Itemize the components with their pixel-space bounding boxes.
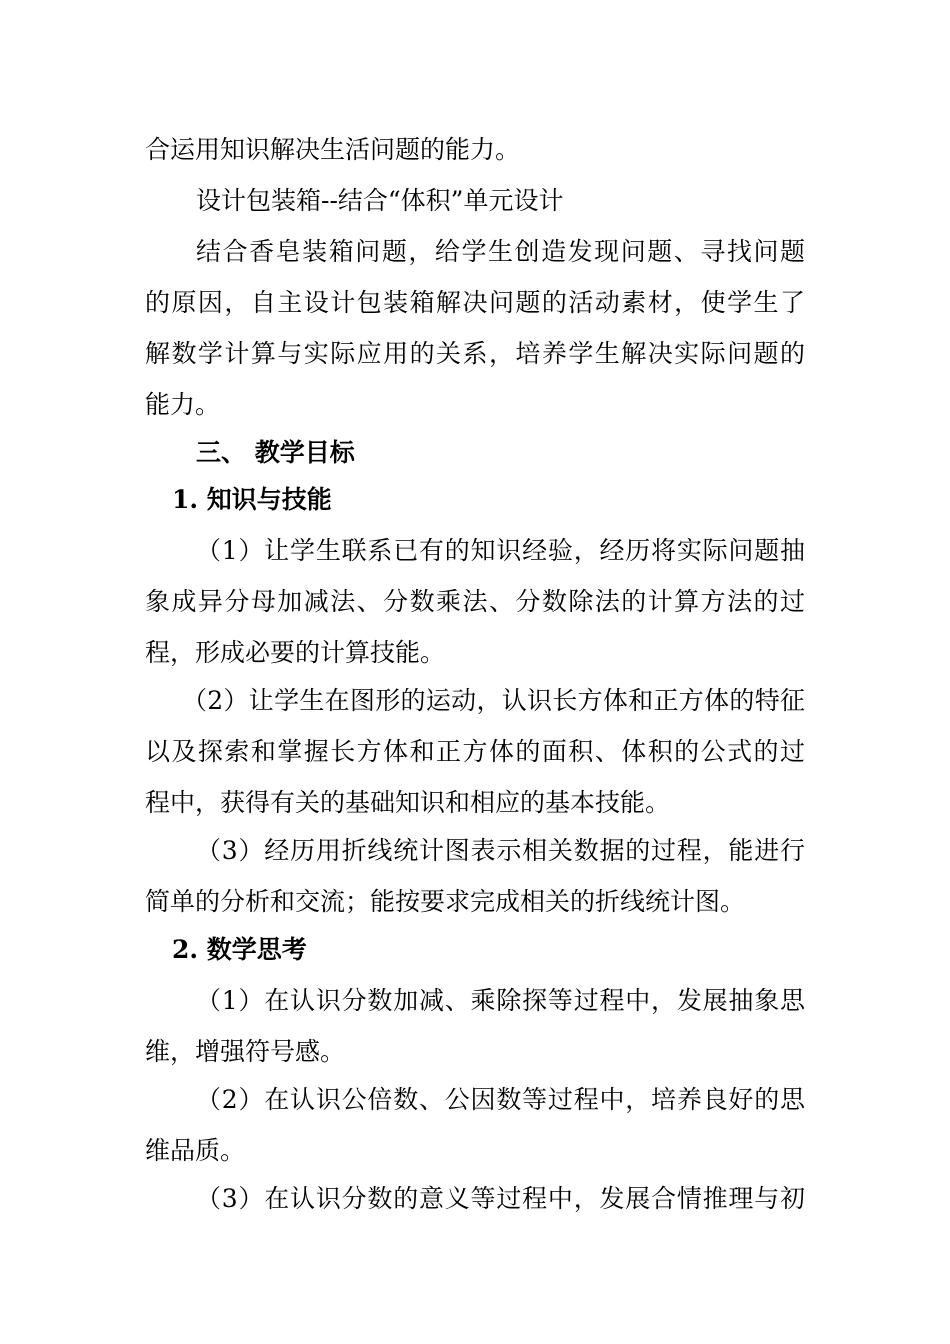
subsection-heading: 2. 数学思考 [172, 935, 307, 964]
section-heading: 三、 教学目标 [196, 438, 355, 467]
body-line: 程中，获得有关的基础知识和相应的基本技能。 [145, 788, 671, 817]
subsection-heading: 设计包装箱--结合“体积”单元设计 [196, 186, 564, 215]
body-line: （2）让学生在图形的运动，认识长方体和正方体的特征 [182, 686, 805, 715]
subsection-heading: 1. 知识与技能 [172, 485, 332, 514]
body-line: （3）在认识分数的意义等过程中，发展合情推理与初 [196, 1184, 805, 1213]
body-line: 以及探索和掌握长方体和正方体的面积、体积的公式的过 [145, 737, 805, 766]
body-line: 简单的分析和交流；能按要求完成相关的折线统计图。 [145, 887, 746, 916]
body-line: 解数学计算与实际应用的关系，培养学生解决实际问题的 [145, 339, 805, 368]
body-line: 结合香皂装箱问题，给学生创造发现问题、寻找问题 [196, 237, 805, 266]
body-line: 的原因，自主设计包装箱解决问题的活动素材，使学生了 [145, 288, 805, 317]
body-line: 象成异分母加减法、分数乘法、分数除法的计算方法的过 [145, 587, 805, 616]
body-line: 能力。 [145, 390, 221, 419]
body-line: 程，形成必要的计算技能。 [145, 638, 446, 667]
body-line: （2）在认识公倍数、公因数等过程中，培养良好的思 [196, 1085, 805, 1114]
body-line: （3）经历用折线统计图表示相关数据的过程，能进行 [196, 836, 805, 865]
body-line: 合运用知识解决生活问题的能力。 [145, 135, 521, 164]
body-line: 维品质。 [145, 1136, 246, 1165]
body-line: （1）在认识分数加减、乘除探等过程中，发展抽象思 [196, 986, 805, 1015]
body-line: 维，增强符号感。 [145, 1037, 346, 1066]
body-line: （1）让学生联系已有的知识经验，经历将实际问题抽 [196, 536, 805, 565]
